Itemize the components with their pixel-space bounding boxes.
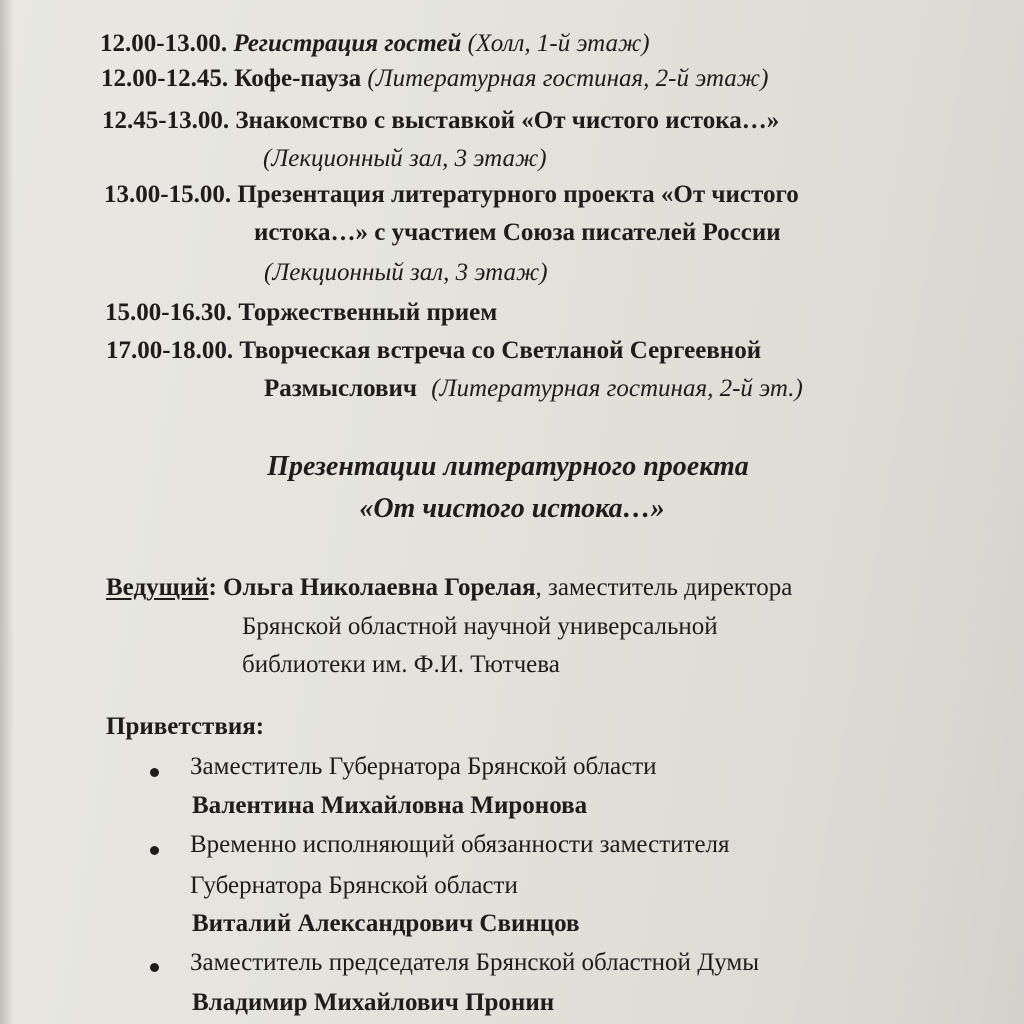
host-label: Ведущий xyxy=(106,574,209,601)
greeting-name: Владимир Михайлович Пронин xyxy=(192,989,555,1016)
bullet-icon xyxy=(150,846,159,855)
greeting-position: Временно исполняющий обязанности заместителя xyxy=(190,831,730,858)
schedule-row-2 xyxy=(101,64,768,94)
schedule-row-1 xyxy=(100,29,650,59)
schedule-time: 12.00-13.00. xyxy=(100,30,228,57)
host-line-1 xyxy=(106,573,792,603)
schedule-title: Презентация литературного проекта «От чистого xyxy=(237,181,799,208)
bullet-icon xyxy=(150,963,159,972)
section-title-line-1: Презентации литературного проекта xyxy=(267,451,749,482)
bullet-icon xyxy=(150,768,159,777)
greeting-position-continued: Губернатора Брянской области xyxy=(190,872,518,899)
host-name: Ольга Николаевна Горелая xyxy=(223,574,536,601)
schedule-location: (Литературная гостиная, 2-й эт.) xyxy=(431,375,803,402)
schedule-time: 12.45-13.00. xyxy=(102,107,230,134)
schedule-title: Регистрация гостей xyxy=(233,30,462,57)
schedule-title: Кофе-пауза xyxy=(234,65,362,92)
greetings-label: Приветствия: xyxy=(106,713,265,740)
host-role-line-3: библиотеки им. Ф.И. Тютчева xyxy=(242,651,560,678)
schedule-row-3 xyxy=(102,106,779,136)
section-title-line-2: «От чистого истока…» xyxy=(359,493,665,524)
schedule-row-6 xyxy=(106,336,761,366)
greeting-position: Заместитель Губернатора Брянской области xyxy=(190,753,657,780)
schedule-title-continued: истока…» с участием Союза писателей России xyxy=(254,219,781,246)
schedule-time: 13.00-15.00. xyxy=(104,181,232,208)
schedule-time: 12.00-12.45. xyxy=(101,65,229,92)
schedule-location: (Литературная гостиная, 2-й этаж) xyxy=(367,65,769,92)
host-role: , заместитель директора xyxy=(535,574,793,601)
schedule-title: Творческая встреча со Светланой Сергеевной xyxy=(239,337,762,364)
schedule-title: Знакомство с выставкой «От чистого истока…» xyxy=(235,107,780,134)
schedule-location: (Лекционный зал, 3 этаж) xyxy=(264,259,548,286)
schedule-time: 15.00-16.30. xyxy=(105,299,233,326)
schedule-row-5 xyxy=(105,298,497,328)
greeting-position: Заместитель председателя Брянской областной Думы xyxy=(190,949,760,976)
schedule-row-6-continued xyxy=(264,374,803,404)
host-role-line-2: Брянской областной научной универсальной xyxy=(242,613,718,640)
schedule-location: (Холл, 1-й этаж) xyxy=(467,30,650,57)
schedule-location: (Лекционный зал, 3 этаж) xyxy=(263,145,547,172)
schedule-row-4 xyxy=(104,180,799,210)
greeting-name: Валентина Михайловна Миронова xyxy=(192,792,588,819)
greeting-name: Виталий Александрович Свинцов xyxy=(192,910,580,937)
schedule-title-continued: Размыслович xyxy=(264,375,418,402)
host-colon: : xyxy=(208,574,217,601)
schedule-time: 17.00-18.00. xyxy=(106,337,234,364)
schedule-title: Торжественный прием xyxy=(238,299,498,326)
